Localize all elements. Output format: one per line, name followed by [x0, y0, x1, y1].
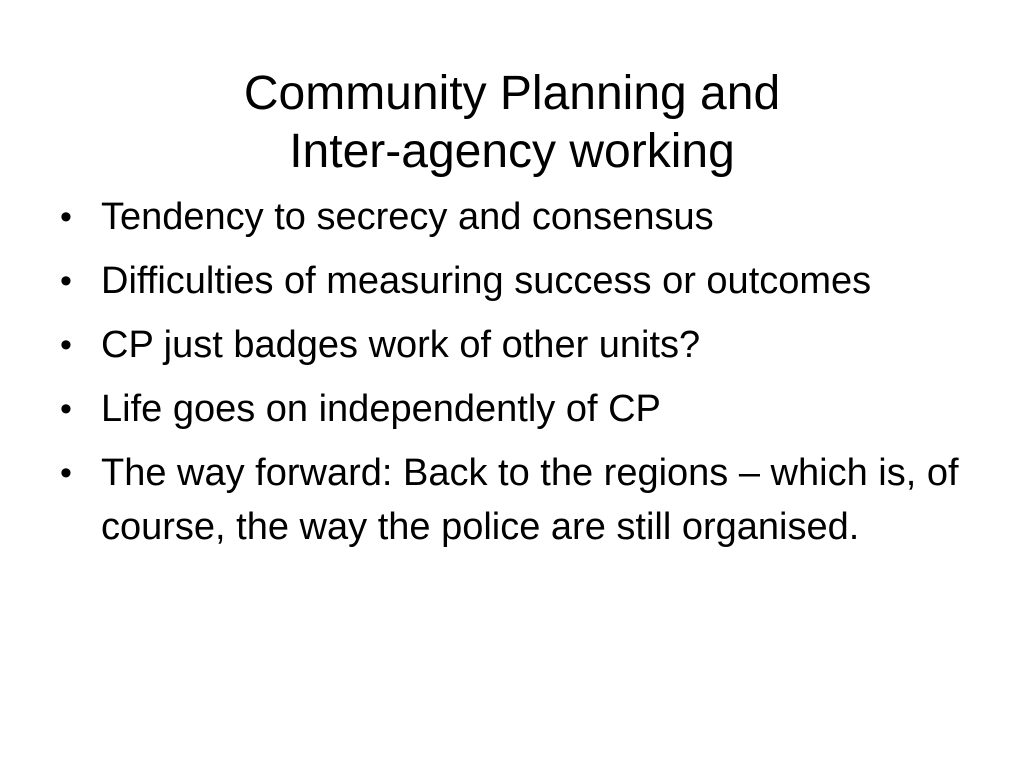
slide-title-line-2: Inter-agency working: [289, 125, 735, 179]
bullet-item: [60, 254, 960, 308]
bullet-text: The way forward: Back to the regions – which is, of course, the way the police are still organised.: [101, 452, 959, 548]
bullet-item: [60, 446, 960, 554]
bullet-item: [60, 382, 960, 436]
bullet-marker: •: [60, 262, 72, 300]
bullet-marker: •: [60, 454, 72, 492]
bullet-item: [60, 190, 960, 244]
bullet-text: Life goes on independently of CP: [101, 388, 661, 430]
bullet-marker: •: [60, 390, 72, 428]
bullet-text: CP just badges work of other units?: [101, 324, 701, 366]
slide-title-line-1: Community Planning and: [243, 67, 781, 121]
bullet-marker: •: [60, 198, 72, 236]
bullet-marker: •: [60, 326, 72, 364]
bullet-text: Tendency to secrecy and consensus: [101, 196, 714, 238]
bullet-item: [60, 318, 960, 372]
bullet-list: [60, 190, 960, 564]
bullet-text: Difficulties of measuring success or outcomes: [101, 260, 872, 302]
slide-title: [0, 65, 1024, 181]
